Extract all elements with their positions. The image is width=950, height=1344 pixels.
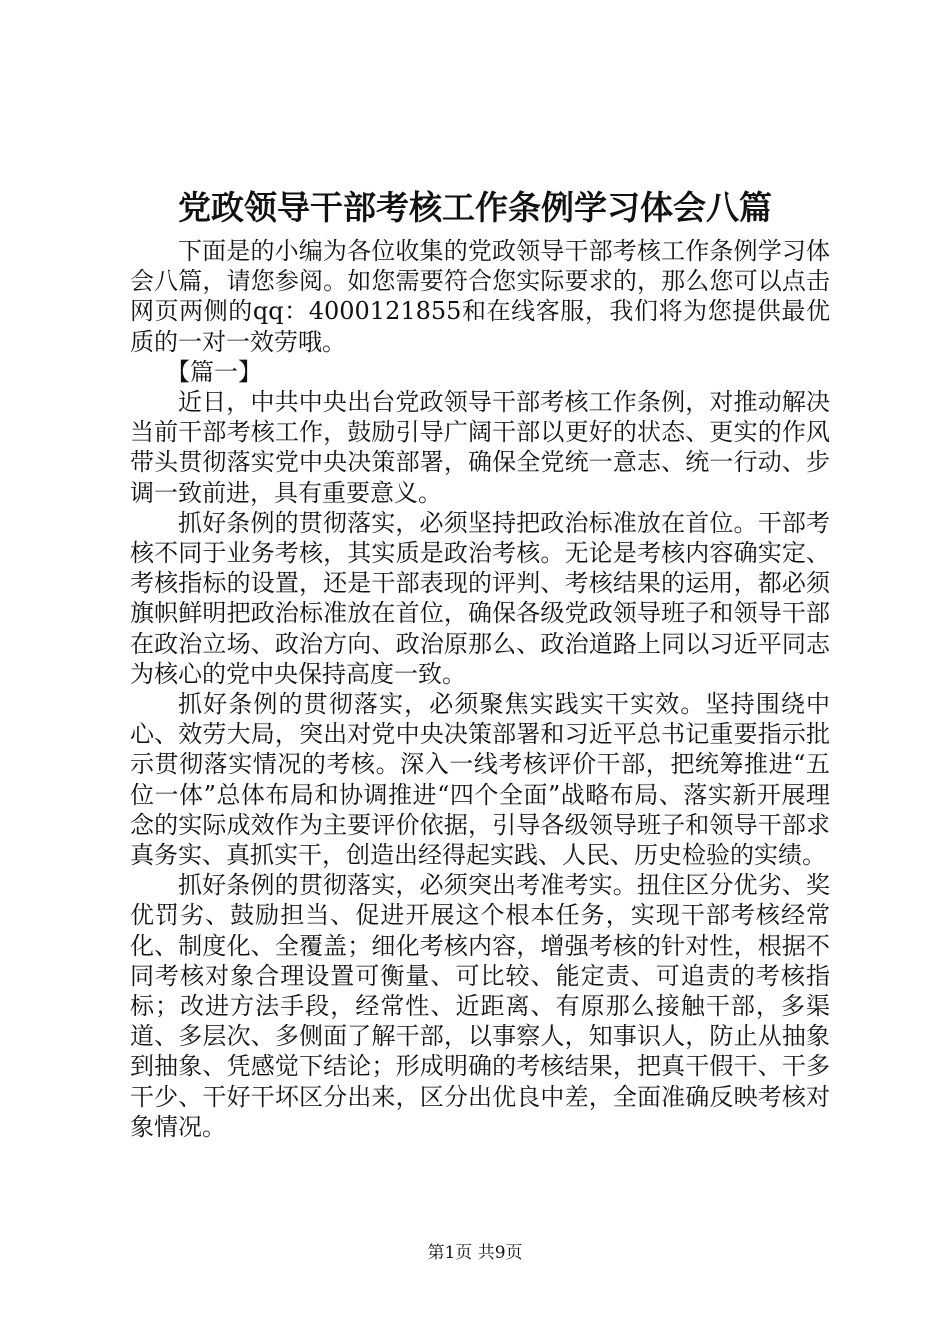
page-number-footer: 第1页 共9页 [427, 1243, 523, 1263]
document-title: 党政领导干部考核工作条例学习体会八篇 [178, 188, 772, 227]
document-body [130, 236, 830, 1142]
intro-paragraph: 下面是的小编为各位收集的党政领导干部考核工作条例学习体会八篇，请您参阅。如您需要符合您实际要求的，那么您可以点击网页两侧的qq：4000121855和在线客服，我们将为您提供最优质的一对一效劳哦。 [130, 237, 830, 356]
body-paragraph-1: 近日，中共中央出台党政领导干部考核工作条例，对推动解决当前干部考核工作，鼓励引导广阔干部以更好的状态、更实的作风带头贯彻落实党中央决策部署，确保全党统一意志、统一行动、步调一致前进，具有重要意义。 [130, 388, 830, 507]
section-heading: 【篇一】 [166, 357, 262, 386]
body-paragraph-2: 抓好条例的贯彻落实，必须坚持把政治标准放在首位。干部考核不同于业务考核，其实质是政治考核。无论是考核内容确实定、考核指标的设置，还是干部表现的评判、考核结果的运用，都必须旗帜鲜明把政治标准放在首位，确保各级党政领导班子和领导干部在政治立场、政治方向、政治原那么、政治道路上同以习近平同志为核心的党中央保持高度一致。 [130, 508, 830, 688]
body-paragraph-4: 抓好条例的贯彻落实，必须突出考准考实。扭住区分优劣、奖优罚劣、鼓励担当、促进开展这个根本任务，实现干部考核经常化、制度化、全覆盖；细化考核内容，增强考核的针对性，根据不同考核对象合理设置可衡量、可比较、能定责、可追责的考核指标；改进方法手段，经常性、近距离、有原那么接触干部，多渠道、多层次、多侧面了解干部，以事察人，知事识人，防止从抽象到抽象、凭感觉下结论；形成明确的考核结果，把真干假干、干多干少、干好干坏区分出来，区分出优良中差，全面准确反映考核对象情况。 [130, 871, 830, 1141]
body-paragraph-3: 抓好条例的贯彻落实，必须聚焦实践实干实效。坚持围绕中心、效劳大局，突出对党中央决策部署和习近平总书记重要指示批示贯彻落实情况的考核。深入一线考核评价干部，把统筹推进“五位一体”总体布局和协调推进“四个全面”战略布局、落实新开展理念的实际成效作为主要评价依据，引导各级领导班子和领导干部求真务实、真抓实干，创造出经得起实践、人民、历史检验的实绩。 [130, 690, 830, 870]
